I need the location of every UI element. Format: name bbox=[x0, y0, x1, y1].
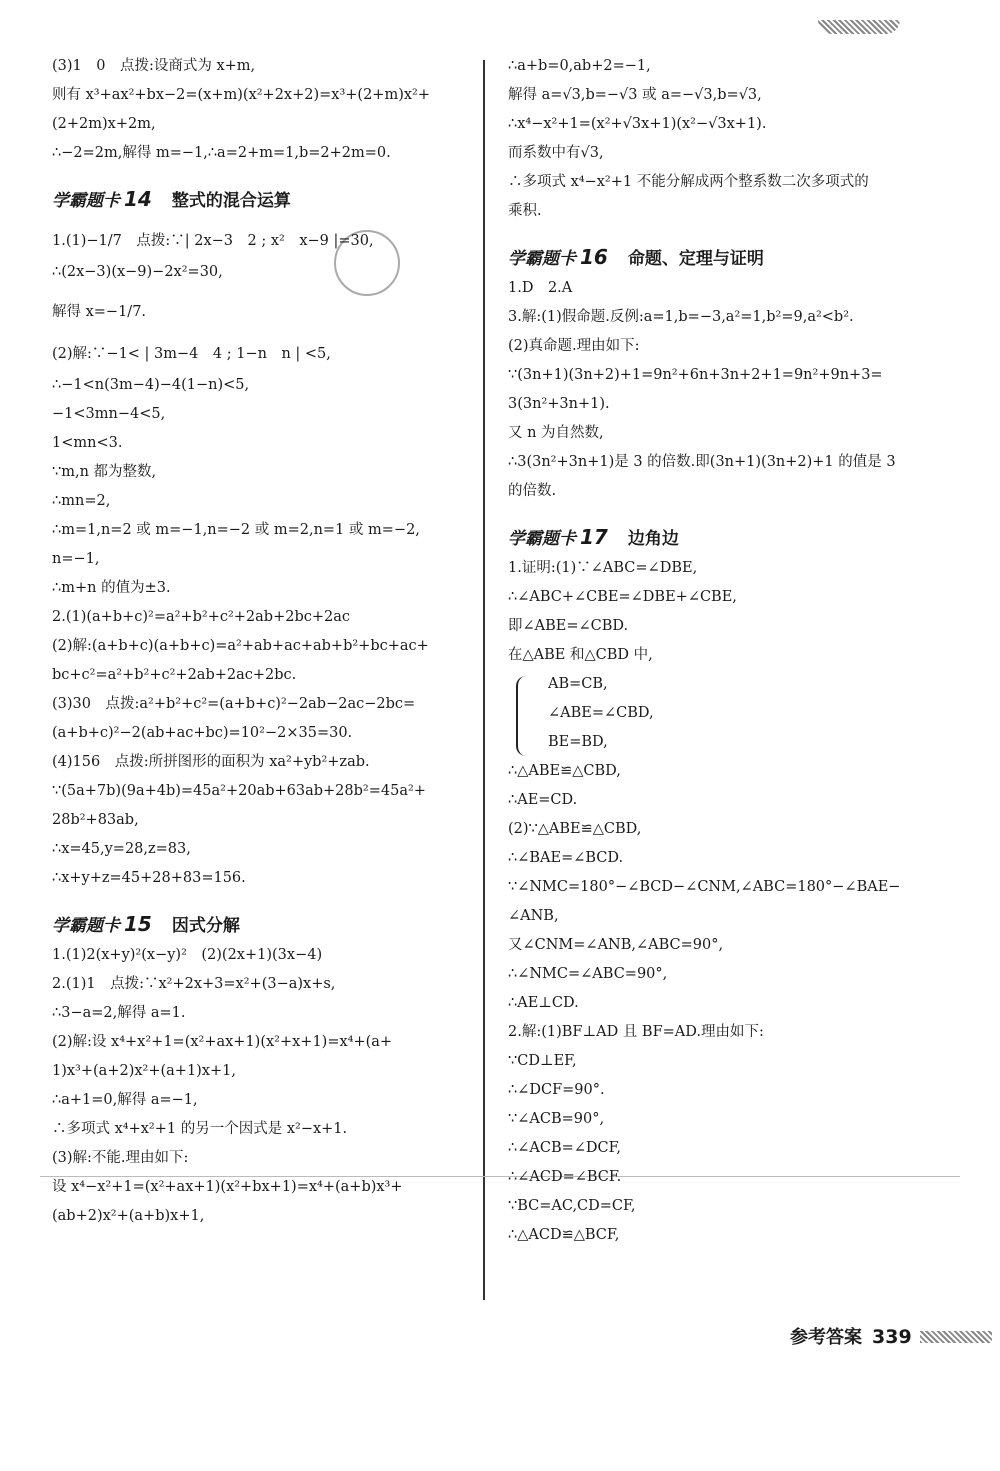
footer-decoration bbox=[920, 1331, 992, 1343]
text-line: 而系数中有√3, bbox=[508, 145, 604, 161]
text-line: ∴∠ACD=∠BCF. bbox=[508, 1169, 622, 1185]
text-line: ∴3(3n²+3n+1)是 3 的倍数.即(3n+1)(3n+2)+1 的值是 3 bbox=[508, 454, 896, 470]
text-line: (2+2m)x+2m, bbox=[52, 116, 156, 132]
left-brace-icon bbox=[516, 676, 528, 756]
text-line: ∴a+1=0,解得 a=−1, bbox=[52, 1092, 198, 1108]
text-line: 1.(1)2(x+y)²(x−y)² (2)(2x+1)(3x−4) bbox=[52, 947, 323, 963]
text-line: 2.解:(1)BF⊥AD 且 BF=AD.理由如下: bbox=[508, 1024, 764, 1040]
text-line: (3)1 0 点拨:设商式为 x+m, bbox=[52, 58, 256, 74]
section-label: 学霸题卡 bbox=[52, 191, 120, 211]
text-line: ∴AE=CD. bbox=[508, 792, 578, 808]
text-line: 2.(1)(a+b+c)²=a²+b²+c²+2ab+2bc+2ac bbox=[52, 609, 351, 625]
text-line: (2)解:∵−1< | 3m−4 4 ; 1−n n | <5, bbox=[52, 346, 331, 362]
text-line: ∴AE⊥CD. bbox=[508, 995, 579, 1011]
text-line: 3(3n²+3n+1). bbox=[508, 396, 610, 412]
text-line: ∵(5a+7b)(9a+4b)=45a²+20ab+63ab+28b²=45a²+ bbox=[52, 783, 426, 799]
text-line: ∴∠DCF=90°. bbox=[508, 1082, 605, 1098]
text-line: (2)解:设 x⁴+x²+1=(x²+ax+1)(x²+x+1)=x⁴+(a+ bbox=[52, 1034, 393, 1050]
left-column bbox=[52, 56, 472, 1235]
section-number: 17 bbox=[580, 525, 608, 549]
right-intro bbox=[508, 56, 938, 230]
text-line: ∵BC=AC,CD=CF, bbox=[508, 1198, 636, 1214]
text-line: ∴−1<n(3m−4)−4(1−n)<5, bbox=[52, 377, 250, 393]
text-line: ∴x+y+z=45+28+83=156. bbox=[52, 870, 246, 886]
text-line: ∴∠ABC+∠CBE=∠DBE+∠CBE, bbox=[508, 589, 737, 605]
column-divider bbox=[483, 60, 485, 1300]
text-line: 设 x⁴−x²+1=(x²+ax+1)(x²+bx+1)=x⁴+(a+b)x³+ bbox=[52, 1179, 403, 1195]
text-line: ∵m,n 都为整数, bbox=[52, 464, 157, 480]
congruence-conditions bbox=[508, 674, 938, 761]
text-line: ∴多项式 x⁴−x²+1 不能分解成两个整系数二次多项式的 bbox=[508, 174, 869, 190]
text-line: ∴m+n 的值为±3. bbox=[52, 580, 171, 596]
text-line: AB=CB, bbox=[548, 676, 608, 692]
text-line: ∴(2x−3)(x−9)−2x²=30, bbox=[52, 264, 223, 280]
section-topic: 边角边 bbox=[627, 529, 679, 549]
card15-body bbox=[52, 945, 472, 1235]
text-line: 3.解:(1)假命题.反例:a=1,b=−3,a²=1,b²=9,a²<b². bbox=[508, 309, 854, 325]
section-topic: 命题、定理与证明 bbox=[627, 249, 764, 269]
section-heading-14 bbox=[52, 178, 472, 220]
text-line: 在△ABE 和△CBD 中, bbox=[508, 647, 653, 663]
text-line: ∠ABE=∠CBD, bbox=[548, 705, 654, 721]
section-label: 学霸题卡 bbox=[508, 529, 576, 549]
text-line: (2)解:(a+b+c)(a+b+c)=a²+ab+ac+ab+b²+bc+ac+ bbox=[52, 638, 429, 654]
text-line: 解得 x=−1/7. bbox=[52, 304, 147, 320]
text-line: 2.(1)1 点拨:∵x²+2x+3=x²+(3−a)x+s, bbox=[52, 976, 336, 992]
page-number: 339 bbox=[872, 1326, 912, 1348]
text-line: (3)解:不能.理由如下: bbox=[52, 1150, 189, 1166]
section-label: 学霸题卡 bbox=[52, 916, 120, 936]
text-line: 28b²+83ab, bbox=[52, 812, 139, 828]
text-line: ∴a+b=0,ab+2=−1, bbox=[508, 58, 651, 74]
text-line: 又∠CNM=∠ANB,∠ABC=90°, bbox=[508, 937, 724, 953]
text-line: ∴多项式 x⁴+x²+1 的另一个因式是 x²−x+1. bbox=[52, 1121, 348, 1137]
page-footer bbox=[790, 1322, 912, 1352]
text-line: ∴△ABE≌△CBD, bbox=[508, 763, 621, 779]
text-line: ∠ANB, bbox=[508, 908, 559, 924]
text-line: ∵∠NMC=180°−∠BCD−∠CNM,∠ABC=180°−∠BAE− bbox=[508, 879, 901, 895]
section-number: 14 bbox=[124, 187, 152, 211]
text-line: ∴−2=2m,解得 m=−1,∴a=2+m=1,b=2+2m=0. bbox=[52, 145, 391, 161]
text-line: 1.证明:(1)∵∠ABC=∠DBE, bbox=[508, 560, 698, 576]
text-line: n=−1, bbox=[52, 551, 100, 567]
text-line: ∵CD⊥EF, bbox=[508, 1053, 577, 1069]
section-heading-17 bbox=[508, 516, 938, 558]
text-line: 1.D 2.A bbox=[508, 280, 573, 296]
section-number: 15 bbox=[124, 912, 152, 936]
right-column bbox=[508, 56, 938, 1254]
text-line: BE=BD, bbox=[548, 734, 608, 750]
text-line: ∵∠ACB=90°, bbox=[508, 1111, 605, 1127]
text-line: ∴mn=2, bbox=[52, 493, 111, 509]
left-intro bbox=[52, 56, 472, 172]
card16-body bbox=[508, 278, 938, 510]
text-line: (2)∵△ABE≌△CBD, bbox=[508, 821, 642, 837]
section-number: 16 bbox=[580, 245, 608, 269]
text-line: ∴x=45,y=28,z=83, bbox=[52, 841, 191, 857]
footer-label: 参考答案 bbox=[790, 1327, 862, 1348]
text-line: ∴∠NMC=∠ABC=90°, bbox=[508, 966, 668, 982]
text-line: 1.(1)−1/7 点拨:∵| 2x−3 2 ; x² x−9 |=30, bbox=[52, 233, 374, 249]
section-heading-16 bbox=[508, 236, 938, 278]
text-line: ∴∠BAE=∠BCD. bbox=[508, 850, 624, 866]
text-line: 1)x³+(a+2)x²+(a+1)x+1, bbox=[52, 1063, 236, 1079]
text-line: 的倍数. bbox=[508, 483, 557, 499]
text-line: 1<mn<3. bbox=[52, 435, 123, 451]
text-line: bc+c²=a²+b²+c²+2ab+2ac+2bc. bbox=[52, 667, 297, 683]
text-line: (4)156 点拨:所拼图形的面积为 xa²+yb²+zab. bbox=[52, 754, 370, 770]
section-label: 学霸题卡 bbox=[508, 249, 576, 269]
text-line: ∵(3n+1)(3n+2)+1=9n²+6n+3n+2+1=9n²+9n+3= bbox=[508, 367, 883, 383]
text-line: (a+b+c)²−2(ab+ac+bc)=10²−2×35=30. bbox=[52, 725, 353, 741]
text-line: ∴x⁴−x²+1=(x²+√3x+1)(x²−√3x+1). bbox=[508, 116, 767, 132]
text-line: 又 n 为自然数, bbox=[508, 425, 604, 441]
section-topic: 整式的混合运算 bbox=[171, 191, 291, 211]
text-line: 即∠ABE=∠CBD. bbox=[508, 618, 629, 634]
top-decoration bbox=[818, 20, 900, 34]
card14-body bbox=[52, 220, 472, 897]
text-line: ∴△ACD≌△BCF, bbox=[508, 1227, 620, 1243]
card17-body bbox=[508, 558, 938, 1254]
text-line: (3)30 点拨:a²+b²+c²=(a+b+c)²−2ab−2ac−2bc= bbox=[52, 696, 416, 712]
text-line: 解得 a=√3,b=−√3 或 a=−√3,b=√3, bbox=[508, 87, 762, 103]
text-line: (ab+2)x²+(a+b)x+1, bbox=[52, 1208, 205, 1224]
text-line: 则有 x³+ax²+bx−2=(x+m)(x²+2x+2)=x³+(2+m)x²+ bbox=[52, 87, 431, 103]
text-line: 乘积. bbox=[508, 203, 542, 219]
text-line: ∴m=1,n=2 或 m=−1,n=−2 或 m=2,n=1 或 m=−2, bbox=[52, 522, 420, 538]
text-line: −1<3mn−4<5, bbox=[52, 406, 166, 422]
text-line: (2)真命题.理由如下: bbox=[508, 338, 640, 354]
section-heading-15 bbox=[52, 903, 472, 945]
text-line: ∴∠ACB=∠DCF, bbox=[508, 1140, 622, 1156]
section-topic: 因式分解 bbox=[171, 916, 240, 936]
text-line: ∴3−a=2,解得 a=1. bbox=[52, 1005, 186, 1021]
